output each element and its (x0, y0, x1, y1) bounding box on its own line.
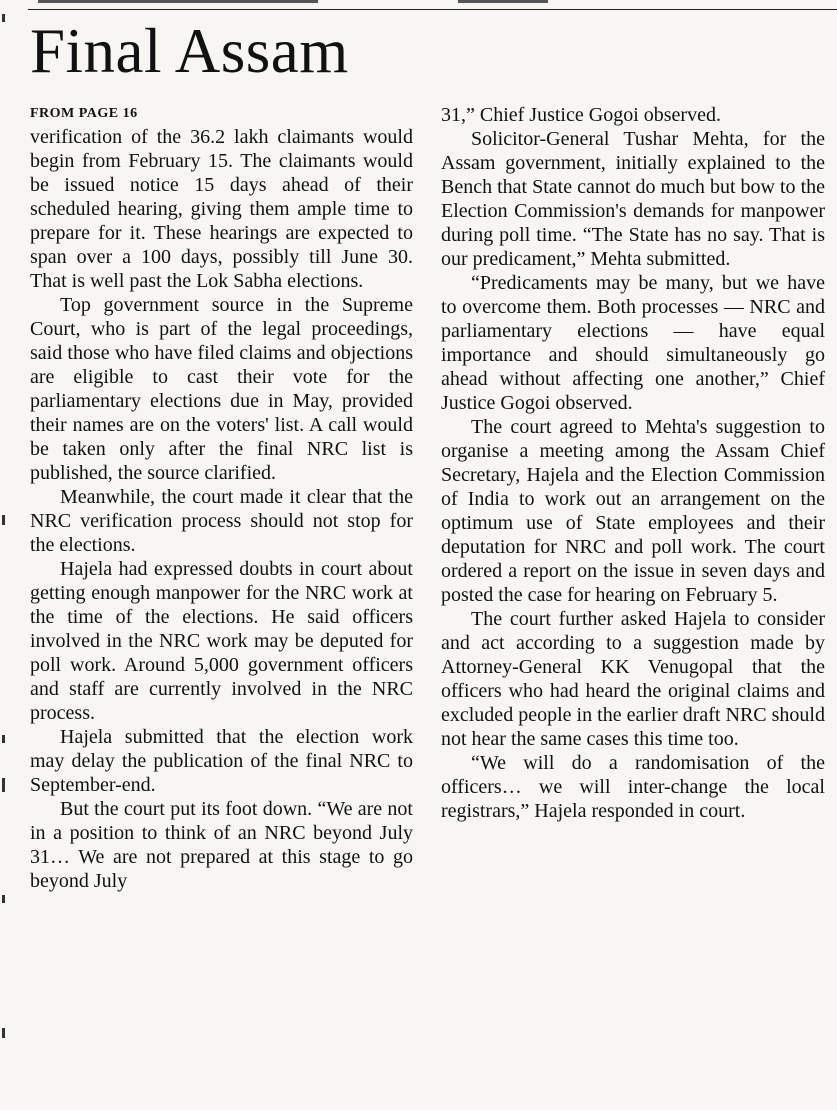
article-paragraph: “We will do a randomisation of the officers… we will inter-change the local registrars,” Hajela responded in court. (441, 752, 825, 822)
margin-mark (2, 1028, 5, 1038)
article-paragraph: The court agreed to Mehta's suggestion to organise a meeting among the Assam Chief Secretary, Hajela and the Election Commission of India to work out an arrangement on the optimum use of State employees and their deputation for NRC and poll work. The court ordered a report on the issue in seven days and posted the case for hearing on February 5. (441, 416, 825, 606)
kicker: FROM PAGE 16 (30, 106, 138, 121)
article-column-left (30, 103, 413, 893)
margin-mark (2, 515, 5, 525)
margin-mark (2, 735, 5, 743)
article-paragraph: Meanwhile, the court made it clear that the NRC verification process should not stop for the elections. (30, 486, 413, 556)
margin-mark (2, 895, 5, 903)
article-paragraph: Hajela submitted that the election work may delay the publication of the final NRC to September-end. (30, 726, 413, 796)
article-paragraph: verification of the 36.2 lakh claimants would begin from February 15. The claimants would be issued notice 15 days ahead of their scheduled hearing, giving them ample time to prepare for it. These hearings are expected to span over a 100 days, possibly till June 30. That is well past the Lok Sabha elections. (30, 126, 413, 292)
top-rule-stub (458, 0, 548, 3)
margin-mark (2, 778, 5, 792)
article-paragraph: The court further asked Hajela to consider and act according to a suggestion made by Attorney-General KK Venugopal that the officers who had heard the original claims and excluded people in the earlier draft NRC should not hear the same cases this time too. (441, 608, 825, 750)
top-rule (28, 0, 837, 10)
article-paragraph: Hajela had expressed doubts in court about getting enough manpower for the NRC work at the time of the elections. He said officers involved in the NRC work may be deputed for poll work. Around 5,000 government officers and staff are currently involved in the NRC process. (30, 558, 413, 724)
article-paragraph: Top government source in the Supreme Court, who is part of the legal proceedings, said those who have filed claims and objections are eligible to cast their vote for the parliamentary elections due in May, provided their names are on the voters' list. A call would be taken only after the final NRC list is published, the source clarified. (30, 294, 413, 484)
margin-mark (2, 14, 5, 22)
article-paragraph: Solicitor-General Tushar Mehta, for the Assam government, initially explained to the Bench that State cannot do much but bow to the Election Commission's demands for manpower during poll time. “The State has no say. That is our predicament,” Mehta submitted. (441, 128, 825, 270)
article-paragraph: 31,” Chief Justice Gogoi observed. (441, 104, 721, 126)
headline: Final Assam (30, 16, 349, 86)
article-paragraph: But the court put its foot down. “We are not in a position to think of an NRC beyond July 31… We are not prepared at this stage to go beyond July (30, 798, 413, 892)
article-column-right (441, 103, 825, 823)
top-rule-stub (38, 0, 318, 3)
article-paragraph: “Predicaments may be many, but we have to overcome them. Both processes — NRC and parliamentary elections — have equal importance and should simultaneously go ahead without affecting one another,” Chief Justice Gogoi observed. (441, 272, 825, 414)
